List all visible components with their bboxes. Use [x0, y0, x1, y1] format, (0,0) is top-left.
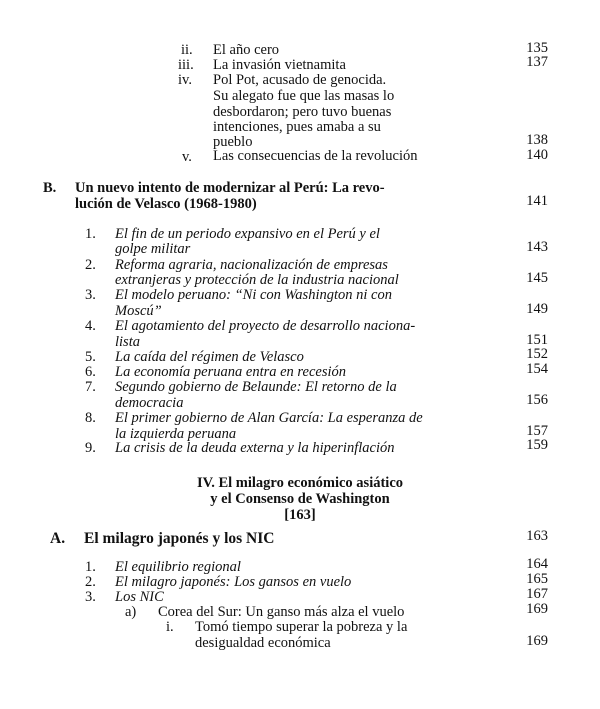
entry-label: 3.: [85, 589, 96, 605]
section-label: B.: [43, 180, 57, 196]
page-number: 169: [526, 601, 548, 617]
page-number: 137: [526, 54, 548, 70]
chapter-page: [163]: [284, 507, 316, 523]
page-number: 135: [526, 40, 548, 56]
entry-title: Segundo gobierno de Belaunde: El retorno de la: [115, 379, 397, 395]
page-number: 138: [526, 132, 548, 148]
section-title: lución de Velasco (1968-1980): [75, 196, 257, 212]
page-number: 154: [526, 361, 548, 377]
entry-title: El equilibrio regional: [115, 559, 241, 575]
entry-label: 2.: [85, 257, 96, 273]
page-number: 159: [526, 437, 548, 453]
entry-label: ii.: [181, 42, 193, 58]
entry-title: Los NIC: [115, 589, 164, 605]
page-number: 149: [526, 301, 548, 317]
entry-title: El milagro japonés: Los gansos en vuelo: [115, 574, 352, 590]
entry-title: Reforma agraria, nacionalización de empresas: [115, 257, 388, 273]
entry-label: 4.: [85, 318, 96, 334]
entry-title: La economía peruana entra en recesión: [115, 364, 347, 380]
page-number: 164: [526, 556, 548, 572]
page-number: 169: [526, 633, 548, 649]
entry-label: iii.: [178, 57, 194, 73]
entry-label: 3.: [85, 287, 96, 303]
entry-title: La caída del régimen de Velasco: [115, 349, 304, 365]
page-number: 143: [526, 239, 548, 255]
entry-title: desigualdad económica: [195, 635, 331, 651]
page-number: 165: [526, 571, 548, 587]
page-number: 145: [526, 270, 548, 286]
entry-label: 1.: [85, 226, 96, 242]
entry-title: El primer gobierno de Alan García: La esperanza de: [115, 410, 423, 426]
page-number: 156: [526, 392, 548, 408]
entry-title: Pol Pot, acusado de genocida.: [213, 72, 387, 88]
chapter-title: IV. El milagro económico asiático: [196, 475, 404, 491]
chapter-title: y el Consenso de Washington: [210, 491, 390, 507]
entry-title: desbordaron; pero tuvo buenas: [213, 104, 392, 120]
page-number: 167: [526, 586, 548, 602]
entry-label: 1.: [85, 559, 96, 575]
page-number: 157: [526, 423, 548, 439]
entry-title: Las consecuencias de la revolución: [213, 148, 418, 164]
entry-title: democracia: [115, 395, 184, 411]
entry-label: iv.: [178, 72, 192, 88]
page-number: 141: [526, 193, 548, 209]
entry-title: El fin de un periodo expansivo en el Perú y el: [115, 226, 380, 242]
page-number: 151: [526, 332, 548, 348]
entry-label: 6.: [85, 364, 96, 380]
section-label: A.: [50, 530, 66, 547]
entry-label: a): [125, 604, 137, 620]
entry-label: v.: [182, 149, 192, 165]
page-number: 152: [526, 346, 548, 362]
entry-label: 7.: [85, 379, 96, 395]
entry-title: Moscú”: [115, 303, 162, 319]
section-title: Un nuevo intento de modernizar al Perú: La revo-: [75, 180, 385, 196]
entry-label: 8.: [85, 410, 96, 426]
page-number: 163: [526, 528, 548, 544]
entry-title: lista: [115, 334, 140, 350]
entry-title: El agotamiento del proyecto de desarrollo naciona-: [115, 318, 416, 334]
entry-title: golpe militar: [115, 241, 191, 257]
entry-title: pueblo: [213, 134, 253, 150]
entry-title: extranjeras y protección de la industria nacional: [115, 272, 399, 288]
entry-title: intenciones, pues amaba a su: [213, 119, 381, 135]
entry-title: El modelo peruano: “Ni con Washington ni con: [115, 287, 392, 303]
entry-title: La invasión vietnamita: [213, 57, 346, 73]
entry-title: La crisis de la deuda externa y la hiperinflación: [115, 440, 395, 456]
entry-label: i.: [166, 619, 174, 635]
entry-title: Su alegato fue que las masas lo: [213, 88, 395, 104]
entry-title: la izquierda peruana: [115, 426, 237, 442]
entry-label: 5.: [85, 349, 96, 365]
entry-label: 9.: [85, 440, 96, 456]
section-title: El milagro japonés y los NIC: [84, 530, 275, 547]
entry-title: Corea del Sur: Un ganso más alza el vuelo: [158, 604, 405, 620]
entry-title: El año cero: [213, 42, 280, 58]
entry-title: Tomó tiempo superar la pobreza y la: [195, 619, 408, 635]
page-number: 140: [526, 147, 548, 163]
entry-label: 2.: [85, 574, 96, 590]
